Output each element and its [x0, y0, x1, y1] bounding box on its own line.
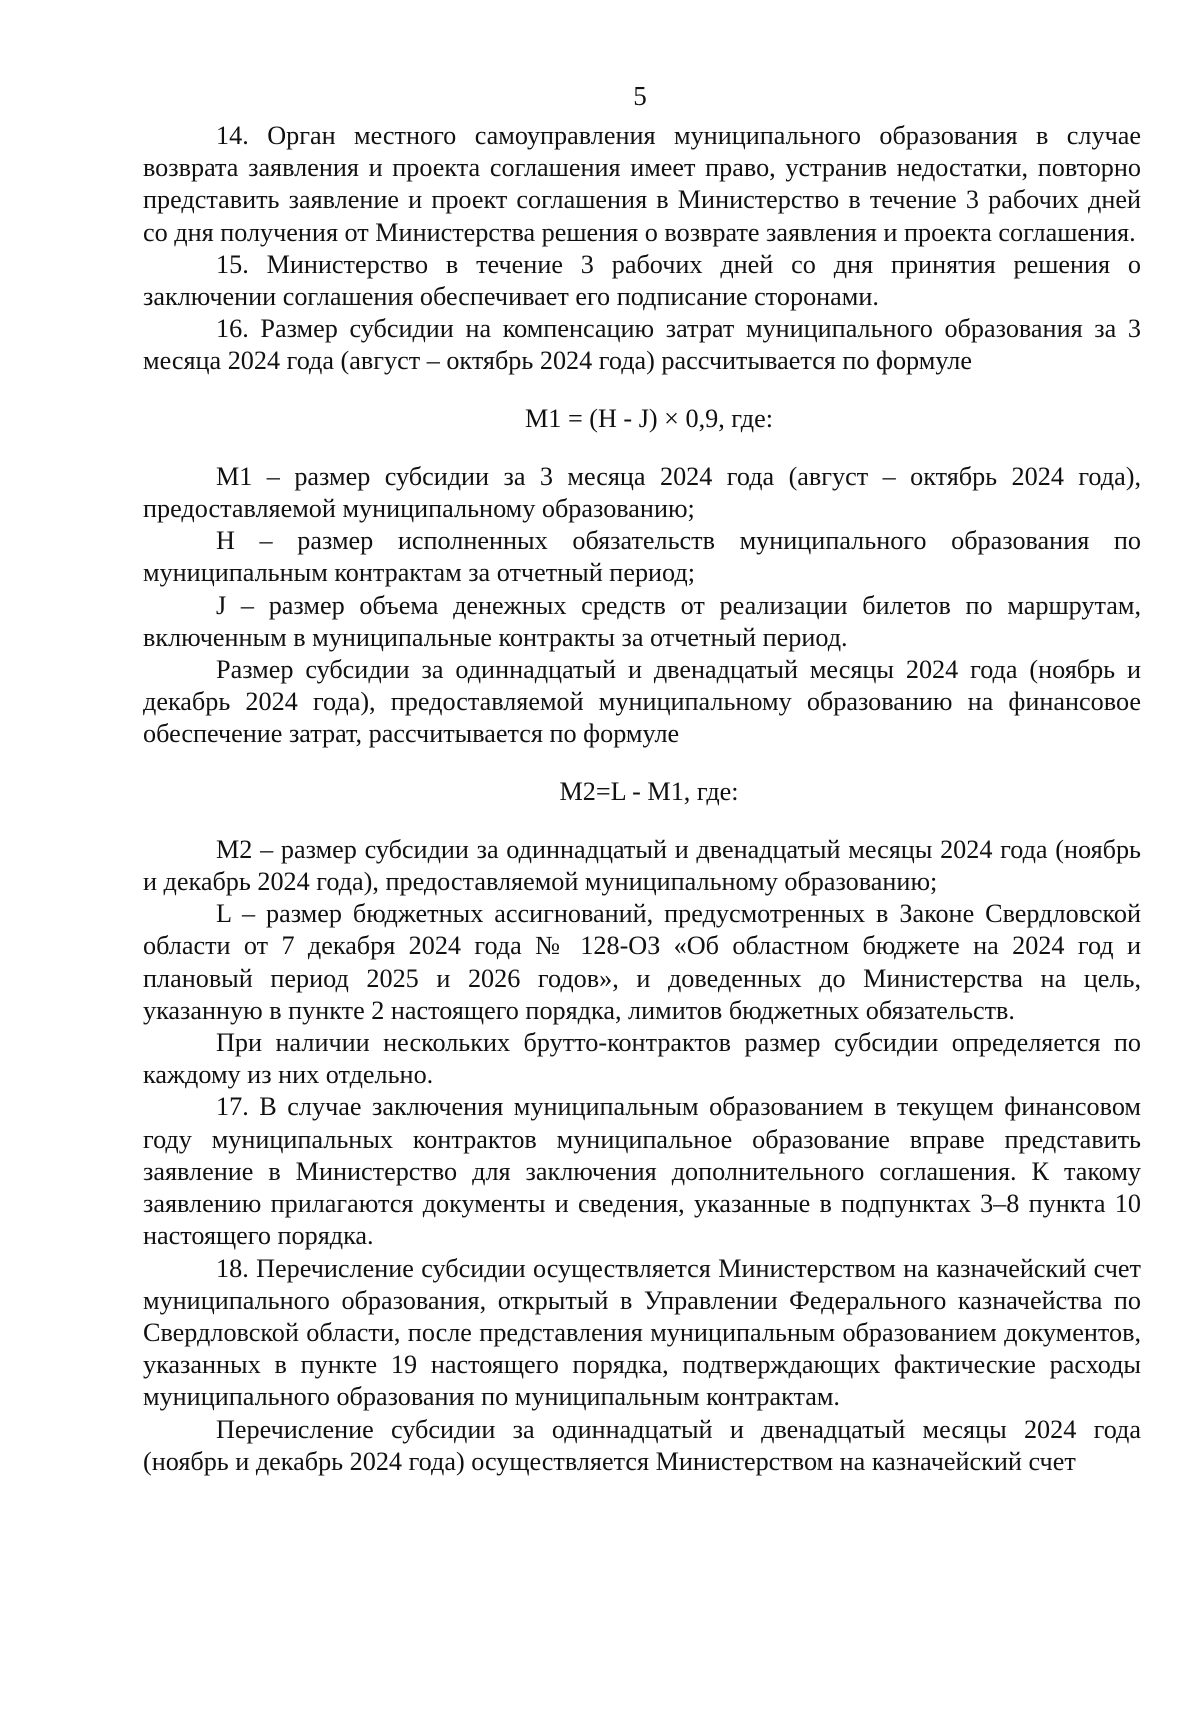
paragraph-15: 15. Министерство в течение 3 рабочих дней со дня принятия решения о заключении соглашения обеспечивает его подписание сторонами.	[143, 249, 1141, 312]
definition-h: H – размер исполненных обязательств муниципального образования по муниципальным контрактам за отчетный период;	[143, 526, 1141, 588]
definition-m2: M2 – размер субсидии за одиннадцатый и двенадцатый месяцы 2024 года (ноябрь и декабрь 2024 года), предоставляемой муниципальному образованию;	[143, 834, 1141, 897]
formula-m1: M1 = (H - J) × 0,9, где:	[525, 403, 773, 433]
definition-j: J – размер объема денежных средств от реализации билетов по маршрутам, включенным в муниципальные контракты за отчетный период.	[143, 590, 1141, 652]
spacer	[143, 378, 1141, 403]
spacer	[143, 751, 1141, 776]
paragraph-18: 18. Перечисление субсидии осуществляется Министерством на казначейский счет муниципального образования, открытый в Управлении Федерального казначейства по Свердловской области, после представления муниципальным образованием документов, указанных в пункте 19 настоящего порядка, подтверждающих фактические расходы муниципального образования по муниципальным контрактам.	[143, 1253, 1141, 1412]
paragraph-17: 17. В случае заключения муниципальным образованием в текущем финансовом году муниципальных контрактов муниципальное образование вправе представить заявление в Министерство для заключения дополнительного соглашения. К такому заявлению прилагаются документы и сведения, указанные в подпунктах 3–8 пункта 10 настоящего порядка.	[143, 1092, 1141, 1251]
paragraph-18-continued: Перечисление субсидии за одиннадцатый и двенадцатый месяцы 2024 года (ноябрь и декабрь 2024 года) осуществляется Министерством на казначейский счет	[143, 1414, 1141, 1476]
paragraph-m2-intro: Размер субсидии за одиннадцатый и двенадцатый месяцы 2024 года (ноябрь и декабрь 2024 года), предоставляемой муниципальному образованию на финансовое обеспечение затрат, рассчитывается по формуле	[143, 655, 1141, 749]
page-number: 5	[633, 81, 647, 111]
paragraph-14: 14. Орган местного самоуправления муниципального образования в случае возврата заявления и проекта соглашения имеет право, устранив недостатки, повторно представить заявление и проект соглашения в Министерство в течение 3 рабочих дней со дня получения от Министерства решения о возврате заявления и проекта соглашения.	[143, 121, 1141, 247]
paragraph-16: 16. Размер субсидии на компенсацию затрат муниципального образования за 3 месяца 2024 года (август – октябрь 2024 года) рассчитывается по формуле	[143, 314, 1141, 376]
formula-m2: M2=L - M1, где:	[559, 776, 739, 806]
spacer	[143, 435, 1141, 461]
definition-m1: M1 – размер субсидии за 3 месяца 2024 года (август – октябрь 2024 года), предоставляемой муниципальному образованию;	[143, 461, 1141, 524]
document-body	[143, 120, 1141, 1478]
paragraph-brutto: При наличии нескольких брутто-контрактов размер субсидии определяется по каждому из них отдельно.	[143, 1028, 1141, 1090]
definition-l: L – размер бюджетных ассигнований, предусмотренных в Законе Свердловской области от 7 декабря 2024 года № 128-ОЗ «Об областном бюджете на 2024 год и плановый период 2025 и 2026 годов», и доведенных до Министерства на цель, указанную в пункте 2 настоящего порядка, лимитов бюджетных обязательств.	[143, 899, 1141, 1025]
spacer	[143, 808, 1141, 834]
